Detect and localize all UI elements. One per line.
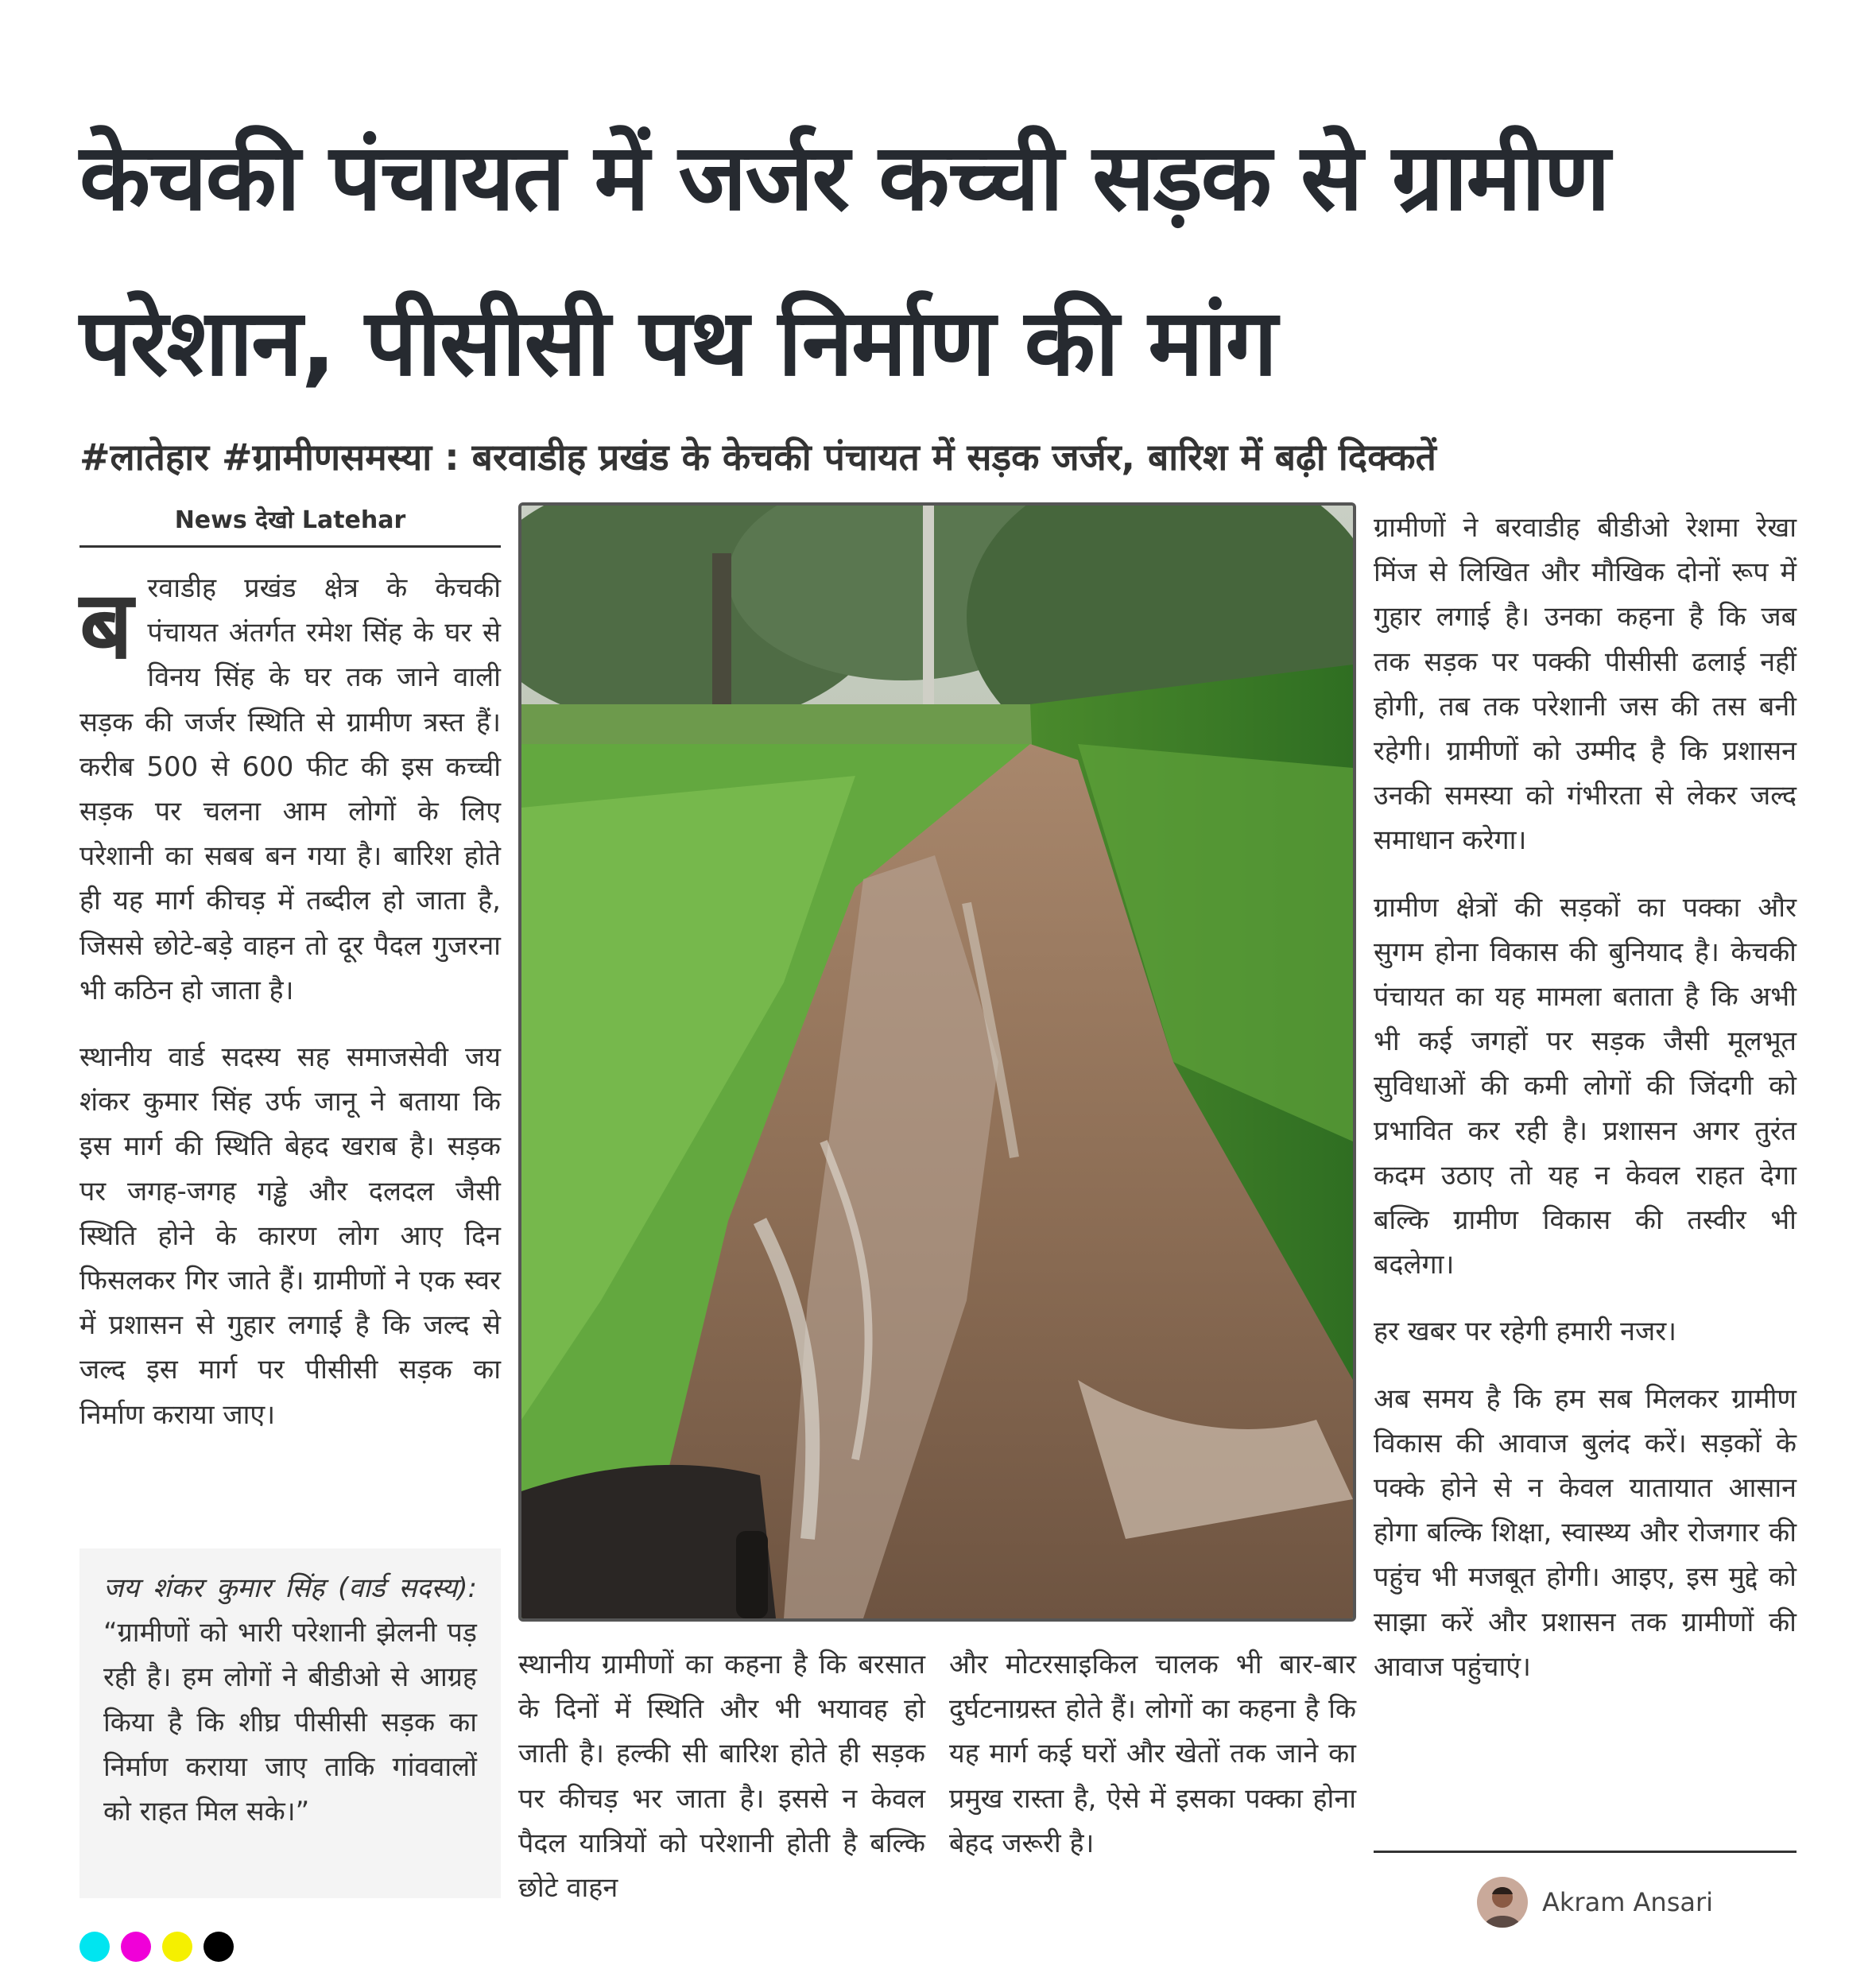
headline: केचकी पंचायत में जर्जर कच्ची सड़क से ग्रामीण परेशान, पीसीसी पथ निर्माण की मांग xyxy=(79,124,1609,397)
cmyk-registration-marks xyxy=(79,1932,245,1962)
road-photo-illustration xyxy=(521,506,1353,1618)
quote-speaker: जय शंकर कुमार सिंह (वार्ड सदस्य): xyxy=(103,1572,477,1604)
author-credit xyxy=(1477,1876,1713,1928)
quote-box xyxy=(79,1548,501,1898)
drop-cap: ब xyxy=(79,570,134,680)
magenta-dot xyxy=(121,1932,151,1962)
cyan-dot xyxy=(79,1932,110,1962)
paragraph-rural-development: ग्रामीण क्षेत्रों की सड़कों का पक्का और सुगम होना विकास की बुनियाद है। केचकी पंचायत का यह मामला बताता है कि अभी भी कई जगहों पर सड़क जैसी मूलभूत सुविधाओं की कमी लोगों की जिंदगी को प्रभावित कर रही है। प्रशासन अगर तुरंत कदम उठाए तो यह न केवल राहत देगा बल्कि ग्रामीण विकास की तस्वीर भी बदलेगा। xyxy=(1374,891,1797,1281)
yellow-dot xyxy=(162,1932,192,1962)
left-column xyxy=(79,566,501,1459)
paragraph-bdo-appeal: ग्रामीणों ने बरवाडीह बीडीओ रेशमा रेखा मिंज से लिखित और मौखिक दोनों रूप में गुहार लगाई है। उनका कहना है कि जब तक सड़क पर पक्की पीसीसी ढलाई नहीं होगी, तब तक परेशानी जस की तस बनी रहेगी। ग्रामीणों को उम्मीद है कि प्रशासन उनकी समस्या को गंभीरता से लेकर जल्द समाधान करेगा। xyxy=(1374,512,1797,857)
subheadline: #लातेहार #ग्रामीणसमस्या : बरवाडीह प्रखंड के केचकी पंचायत में सड़क जर्जर, बारिश में बढ़ी दिक्कतें xyxy=(79,436,1436,479)
muddy-road-photo xyxy=(518,502,1356,1622)
byline-divider xyxy=(79,545,501,548)
middle-column-1: स्थानीय ग्रामीणों का कहना है कि बरसात के दिनों में स्थिति और भी भयावह हो जाती है। हल्की सी बारिश होते ही सड़क पर कीचड़ भर जाता है। इससे न केवल पैदल यात्रियों को परेशानी होती है बल्कि छोटे वाहन xyxy=(518,1649,925,1905)
paragraph-tagline: हर खबर पर रहेगी हमारी नजर। xyxy=(1374,1316,1677,1348)
quote-body: “ग्रामीणों को भारी परेशानी झेलनी पड़ रही है। हम लोगों ने बीडीओ से आग्रह किया है कि शीघ्र पीसीसी सड़क का निर्माण कराया जाए ताकि गांववालों को राहत मिल सके।” xyxy=(103,1617,477,1828)
right-column xyxy=(1374,506,1797,1711)
author-avatar-icon xyxy=(1477,1877,1528,1928)
author-name: Akram Ansari xyxy=(1542,1887,1714,1917)
black-dot xyxy=(203,1932,234,1962)
middle-column-2: और मोटरसाइकिल चालक भी बार-बार दुर्घटनाग्रस्त होते हैं। लोगों का कहना है कि यह मार्ग कई घरों और खेतों तक जाने का प्रमुख रास्ता है, ऐसे में इसका पक्का होना बेहद जरूरी है। xyxy=(949,1649,1356,1859)
lead-paragraph-text: रवाडीह प्रखंड क्षेत्र के केचकी पंचायत अंतर्गत रमेश सिंह के घर से विनय सिंह के घर तक जाने वाली सड़क की जर्जर स्थिति से ग्रामीण त्रस्त हैं। करीब 500 से 600 फीट की इस कच्ची सड़क पर चलना आम लोगों के लिए परेशानी का सबब बन गया है। बारिश होते ही यह मार्ग कीचड़ में तब्दील हो जाता है, जिससे छोटे-बड़े वाहन तो दूर पैदल गुजरना भी कठिन हो जाता है। xyxy=(79,572,501,1006)
byline: News देखो Latehar xyxy=(174,506,406,534)
author-divider xyxy=(1374,1851,1797,1853)
lead-paragraph xyxy=(79,566,501,1013)
paragraph-call-to-action: अब समय है कि हम सब मिलकर ग्रामीण विकास की आवाज बुलंद करें। सड़कों के पक्के होने से न केवल यातायात आसान होगा बल्कि शिक्षा, स्वास्थ्य और रोजगार की पहुंच भी मजबूत होगी। आइए, इस मुद्दे को साझा करें और प्रशासन तक ग्रामीणों की आवाज पहुंचाएं। xyxy=(1374,1382,1797,1683)
paragraph-ward-member: स्थानीय वार्ड सदस्य सह समाजसेवी जय शंकर कुमार सिंह उर्फ जानू ने बताया कि इस मार्ग की स्थिति बेहद खराब है। सड़क पर जगह-जगह गड्ढे और दलदल जैसी स्थिति होने के कारण लोग आए दिन फिसलकर गिर जाते हैं। ग्रामीणों ने एक स्वर में प्रशासन से गुहार लगाई है कि जल्द से जल्द इस मार्ग पर पीसीसी सड़क का निर्माण कराया जाए। xyxy=(79,1041,501,1431)
quote-text xyxy=(103,1566,477,1834)
